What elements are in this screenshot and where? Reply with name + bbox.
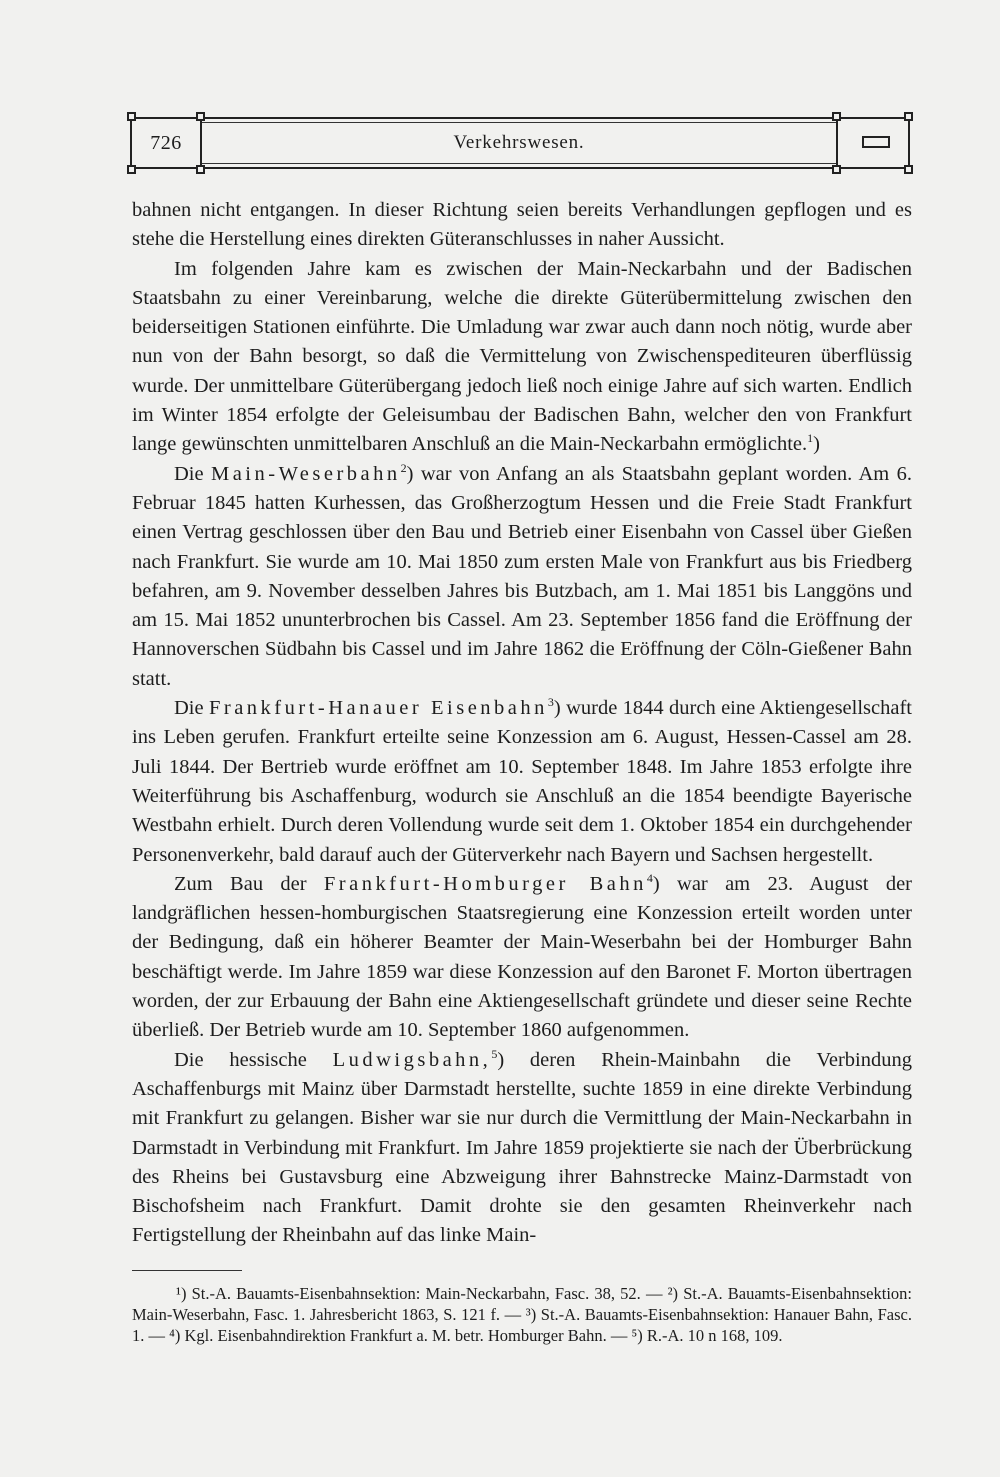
frame-corner <box>904 112 913 121</box>
header-ornament-icon <box>862 136 890 148</box>
frame-corner <box>904 165 913 174</box>
paragraph-text: Die <box>174 697 209 720</box>
footnote-marker: 2 <box>400 460 407 475</box>
page-header <box>130 112 910 174</box>
paragraph-text: bahnen nicht entgangen. In dieser Richtung seien bereits Verhandlungen gepflogen und es stehe die Herstellung eines direkten Güteranschlusses in naher Aussicht. <box>132 199 912 251</box>
paragraph <box>132 870 912 1046</box>
paragraph-text: ) deren Rhein-Mainbahn die Verbindung Aschaffenburgs mit Mainz über Darmstadt herstellte, suchte 1859 in eine direkte Verbindung mit Frankfurt zu gelangen. Bisher war sie nur durch die Vermittlung der Main-Neckarbahn in Darmstadt in Verbindung mit Frankfurt. Im Jahre 1859 projektierte sie nach der Überbrückung des Rheins bei Gustavsburg eine Abzweigung ihrer Bahnstrecke Mainz-Darmstadt von Bischofsheim nach Frankfurt. Damit drohte sie den gesamten Rheinverkehr nach Fertigstellung der Rheinbahn auf das linke Main- <box>132 1048 912 1247</box>
footnote-marker: 5 <box>491 1046 498 1061</box>
page-number: 726 <box>150 132 182 154</box>
paragraph-text: Die hessische <box>174 1048 333 1071</box>
railway-name: Main-Weserbahn <box>210 462 401 485</box>
running-title: Verkehrswesen. <box>453 132 585 153</box>
footnote-marker: 3 <box>547 695 554 710</box>
paragraph <box>132 694 912 870</box>
footnote-marker: 4 <box>646 870 653 885</box>
paragraph: Im folgenden Jahre kam es zwischen der Main-Neckarbahn und der Badischen Staatsbahn zu einer Vereinbarung, welche die direkte Güterübermittelung zwischen den beiderseitigen Stationen einführte. Die Umladung war zwar auch dann noch nötig, wurde aber nun von der Bahn besorgt, so daß die Vermittelung von Zwischenspediteuren überflüssig wurde. Der unmittelbare Güterübergang jedoch ließ noch einige Jahre auf sich warten. Endlich im Winter 1854 erfolgte der Geleisumbau der Badischen Bahn, welcher den von Frankfurt lange gewünschten unmittelbaren Anschluß an die Main-Neckarbahn ermöglichte.$^1$) <box>132 257 912 456</box>
paragraph-text: Im folgenden Jahre kam es zwischen der Main-Neckarbahn und der Badischen Staatsbahn zu einer Vereinbarung, welche die direkte Güterübermittelung zwischen den beiderseitigen Stationen einführte. Die Umladung war zwar auch dann noch nötig, wurde aber nun von der Bahn besorgt, so daß die Vermittelung von Zwischenspediteuren überflüssig wurde. Der unmittelbare Güterübergang jedoch ließ noch einige Jahre auf sich warten. Endlich im Winter 1854 erfolgte der Geleisumbau der Badischen Bahn, welcher den von Frankfurt lange gewünschten unmittelbaren Anschluß an die Main-Neckarbahn ermöglichte. <box>132 257 912 456</box>
paragraph-text: Zum Bau der <box>174 872 324 895</box>
body-text <box>132 196 912 1251</box>
footnote-text: ¹) St.-A. Bauamts-Eisenbahnsektion: Main-Neckarbahn, Fasc. 38, 52. — ²) St.-A. Bauamts-Eisenbahnsektion: Main-Weserbahn, Fasc. 1. Jahresbericht 1863, S. 121 f. — ³) St.-A. Bauamts-Eisenbahnsektion: Hanauer Bahn, Fasc. 1. — ⁴) Kgl. Eisenbahndirektion Frankfurt a. M. betr. Homburger Bahn. — ⁵) R.-A. 10 n 168, 109. <box>132 1284 912 1345</box>
paragraph-text: ) war am 23. August der landgräflichen hessen-homburgischen Staatsregierung eine Konzession erteilt worden unter der Bedingung, daß ein höherer Beamter der Main-Weserbahn bei der Homburger Bahn beschäftigt werde. Im Jahre 1859 war diese Konzession auf den Baronet F. Morton übertragen worden, der zur Erbauung der Bahn eine Aktiengesellschaft gründete und dieser seine Rechte überließ. Der Betrieb wurde am 10. September 1860 aufgenommen. <box>132 872 912 1042</box>
footnote-rule <box>132 1270 242 1271</box>
paragraph-text: Die <box>174 462 211 485</box>
footnotes <box>132 1283 912 1346</box>
paragraph-text: ) wurde 1844 durch eine Aktiengesellschaft ins Leben gerufen. Frankfurt erteilte seine Konzession am 6. August, Hessen-Cassel am 28. Juli 1844. Der Bertrieb wurde eröffnet am 10. September 1848. Im Jahre 1853 erfolgte ihre Weiterführung bis Aschaffenburg, wodurch sie Anschluß an die 1854 beendigte Bayerische Westbahn erhielt. Durch deren Vollendung wurde seit dem 1. Oktober 1854 ein durchgehender Personenverkehr, bald darauf auch der Güterverkehr nach Bayern und Sachsen hergestellt. <box>132 697 912 866</box>
paragraph-text: ) war von Anfang an als Staatsbahn geplant worden. Am 6. Februar 1845 hatten Kurhessen, das Großherzogtum Hessen und die Freie Stadt Frankfurt einen Vertrag geschlossen über den Bau und Betrieb einer Eisenbahn von Cassel über Gießen nach Frankfurt. Sie wurde am 10. Mai 1850 zum ersten Male von Frankfurt aus bis Friedberg befahren, am 9. November desselben Jahres bis Butzbach, am 1. Mai 1851 bis Langgöns und am 15. Mai 1852 ununterbrochen bis Cassel. Am 23. September 1856 fand die Eröffnung der Hannoverschen Südbahn bis Cassel und im Jahre 1862 die Eröffnung der Cöln-Gießener Bahn statt. <box>132 462 912 690</box>
railway-name: Frankfurt-Homburger Bahn <box>323 872 647 895</box>
paragraph <box>132 460 912 694</box>
paragraph <box>132 196 912 255</box>
railway-name: Frankfurt-Hanauer Eisenbahn <box>208 697 548 720</box>
footnote-marker: 1 <box>807 431 814 446</box>
railway-name: Ludwigsbahn, <box>332 1048 492 1071</box>
paragraph <box>132 1046 912 1251</box>
